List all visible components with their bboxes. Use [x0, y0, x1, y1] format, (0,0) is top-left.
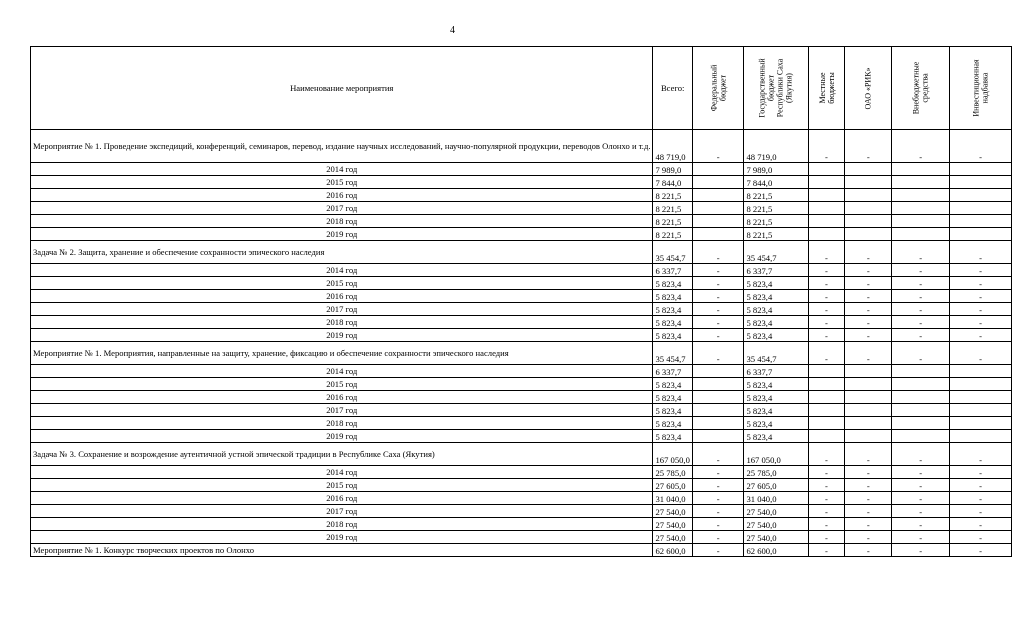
cell-local: [808, 163, 845, 176]
cell-invest: -: [949, 443, 1011, 466]
cell-oao: [845, 163, 892, 176]
header-federal: Федеральный бюджет: [692, 47, 744, 130]
row-year-label: 2019 год: [31, 531, 653, 544]
cell-oao: -: [845, 316, 892, 329]
cell-extra: -: [892, 479, 950, 492]
cell-total: 25 785,0: [653, 466, 692, 479]
table-row-section: [31, 130, 1012, 163]
table-row-section: [31, 241, 1012, 264]
cell-invest: -: [949, 479, 1011, 492]
row-year-label: 2019 год: [31, 329, 653, 342]
cell-extra: [892, 365, 950, 378]
cell-local: [808, 365, 845, 378]
table-row-year: [31, 329, 1012, 342]
page-number: 4: [450, 25, 455, 36]
cell-state: 5 823,4: [744, 430, 808, 443]
cell-federal: -: [692, 518, 744, 531]
table-row-year: [31, 365, 1012, 378]
table-row-year: [31, 316, 1012, 329]
table-row-year: [31, 531, 1012, 544]
row-year-label: 2016 год: [31, 492, 653, 505]
cell-local: -: [808, 479, 845, 492]
cell-extra: -: [892, 264, 950, 277]
cell-federal: -: [692, 277, 744, 290]
header-extra: Внебюджетные средства: [892, 47, 950, 130]
cell-state: 35 454,7: [744, 241, 808, 264]
cell-total: 27 540,0: [653, 505, 692, 518]
header-total: Всего:: [653, 47, 692, 130]
cell-local: [808, 378, 845, 391]
cell-state: 7 844,0: [744, 176, 808, 189]
cell-extra: -: [892, 303, 950, 316]
row-year-label: 2014 год: [31, 264, 653, 277]
cell-state: 8 221,5: [744, 228, 808, 241]
table-row-year: [31, 215, 1012, 228]
row-year-label: 2015 год: [31, 277, 653, 290]
cell-local: -: [808, 329, 845, 342]
table-row-year: [31, 228, 1012, 241]
cell-total: 35 454,7: [653, 342, 692, 365]
cell-total: 8 221,5: [653, 228, 692, 241]
row-title: Задача № 2. Защита, хранение и обеспечение сохранности эпического наследия: [31, 241, 653, 264]
cell-total: 8 221,5: [653, 189, 692, 202]
cell-invest: -: [949, 303, 1011, 316]
cell-local: [808, 417, 845, 430]
cell-state: 35 454,7: [744, 342, 808, 365]
table-row-section: [31, 443, 1012, 466]
cell-federal: -: [692, 130, 744, 163]
cell-total: 5 823,4: [653, 430, 692, 443]
cell-state: 167 050,0: [744, 443, 808, 466]
cell-federal: -: [692, 316, 744, 329]
table-row-year: [31, 417, 1012, 430]
table-row-year: [31, 466, 1012, 479]
cell-local: -: [808, 544, 845, 557]
row-year-label: 2015 год: [31, 176, 653, 189]
row-title: Мероприятие № 1. Мероприятия, направленные на защиту, хранение, фиксацию и обеспечение сохранности эпического наследия: [31, 342, 653, 365]
cell-invest: [949, 176, 1011, 189]
cell-oao: -: [845, 329, 892, 342]
cell-invest: [949, 417, 1011, 430]
table-row-section: [31, 342, 1012, 365]
cell-extra: [892, 417, 950, 430]
table-row-year: [31, 163, 1012, 176]
cell-federal: [692, 228, 744, 241]
table-row-year: [31, 303, 1012, 316]
cell-federal: [692, 378, 744, 391]
cell-total: 48 719,0: [653, 130, 692, 163]
cell-extra: [892, 202, 950, 215]
cell-local: -: [808, 130, 845, 163]
cell-invest: -: [949, 544, 1011, 557]
cell-oao: -: [845, 518, 892, 531]
table-row-year: [31, 277, 1012, 290]
cell-invest: [949, 215, 1011, 228]
cell-oao: [845, 176, 892, 189]
cell-local: -: [808, 241, 845, 264]
cell-extra: -: [892, 316, 950, 329]
row-year-label: 2016 год: [31, 189, 653, 202]
cell-oao: -: [845, 466, 892, 479]
cell-oao: -: [845, 544, 892, 557]
cell-local: -: [808, 492, 845, 505]
cell-federal: [692, 163, 744, 176]
cell-federal: -: [692, 479, 744, 492]
cell-oao: -: [845, 277, 892, 290]
cell-local: -: [808, 277, 845, 290]
cell-oao: [845, 404, 892, 417]
row-title: Мероприятие № 1. Конкурс творческих проектов по Олонхо: [31, 544, 653, 557]
cell-invest: [949, 430, 1011, 443]
cell-oao: -: [845, 303, 892, 316]
cell-total: 62 600,0: [653, 544, 692, 557]
cell-invest: [949, 189, 1011, 202]
cell-state: 5 823,4: [744, 391, 808, 404]
cell-extra: -: [892, 443, 950, 466]
cell-invest: -: [949, 316, 1011, 329]
row-year-label: 2019 год: [31, 430, 653, 443]
header-name: Наименование мероприятия: [31, 47, 653, 130]
cell-local: [808, 430, 845, 443]
cell-state: 31 040,0: [744, 492, 808, 505]
cell-extra: [892, 430, 950, 443]
cell-state: 27 540,0: [744, 518, 808, 531]
row-year-label: 2014 год: [31, 163, 653, 176]
cell-invest: -: [949, 518, 1011, 531]
cell-local: -: [808, 264, 845, 277]
row-title: Мероприятие № 1. Проведение экспедиций, конференций, семинаров, перевод, издание научных исследований, научно-популярной продукции, переводов Олонхо и т.д.: [31, 130, 653, 163]
cell-local: [808, 176, 845, 189]
funding-table: [30, 46, 1012, 557]
cell-invest: -: [949, 505, 1011, 518]
cell-total: 31 040,0: [653, 492, 692, 505]
cell-oao: [845, 378, 892, 391]
row-year-label: 2018 год: [31, 316, 653, 329]
cell-oao: -: [845, 479, 892, 492]
cell-state: 6 337,7: [744, 264, 808, 277]
cell-state: 8 221,5: [744, 215, 808, 228]
cell-local: -: [808, 316, 845, 329]
cell-local: -: [808, 505, 845, 518]
cell-total: 5 823,4: [653, 378, 692, 391]
cell-extra: -: [892, 241, 950, 264]
cell-state: 27 540,0: [744, 505, 808, 518]
cell-total: 5 823,4: [653, 316, 692, 329]
table-row-year: [31, 264, 1012, 277]
cell-local: [808, 228, 845, 241]
cell-local: -: [808, 531, 845, 544]
cell-state: 62 600,0: [744, 544, 808, 557]
cell-extra: [892, 391, 950, 404]
cell-oao: -: [845, 290, 892, 303]
cell-state: 27 605,0: [744, 479, 808, 492]
row-year-label: 2019 год: [31, 228, 653, 241]
cell-federal: [692, 189, 744, 202]
cell-federal: -: [692, 531, 744, 544]
cell-extra: -: [892, 342, 950, 365]
cell-extra: -: [892, 544, 950, 557]
cell-invest: -: [949, 277, 1011, 290]
cell-local: -: [808, 466, 845, 479]
cell-state: 7 989,0: [744, 163, 808, 176]
cell-total: 7 989,0: [653, 163, 692, 176]
cell-invest: [949, 378, 1011, 391]
cell-local: -: [808, 290, 845, 303]
cell-total: 5 823,4: [653, 404, 692, 417]
cell-total: 5 823,4: [653, 277, 692, 290]
cell-federal: -: [692, 303, 744, 316]
cell-total: 167 050,0: [653, 443, 692, 466]
table-row-year: [31, 391, 1012, 404]
cell-local: -: [808, 518, 845, 531]
cell-federal: [692, 202, 744, 215]
cell-state: 5 823,4: [744, 290, 808, 303]
table-row-year: [31, 430, 1012, 443]
cell-extra: [892, 176, 950, 189]
cell-total: 8 221,5: [653, 202, 692, 215]
table-row-year: [31, 176, 1012, 189]
cell-oao: -: [845, 505, 892, 518]
cell-oao: -: [845, 443, 892, 466]
cell-state: 25 785,0: [744, 466, 808, 479]
cell-state: 5 823,4: [744, 417, 808, 430]
cell-extra: -: [892, 466, 950, 479]
cell-invest: -: [949, 130, 1011, 163]
cell-total: 5 823,4: [653, 290, 692, 303]
cell-oao: [845, 365, 892, 378]
cell-local: [808, 391, 845, 404]
cell-total: 5 823,4: [653, 303, 692, 316]
table-row-year: [31, 404, 1012, 417]
cell-invest: [949, 404, 1011, 417]
row-year-label: 2014 год: [31, 365, 653, 378]
row-year-label: 2014 год: [31, 466, 653, 479]
table-row-year: [31, 378, 1012, 391]
cell-federal: -: [692, 329, 744, 342]
cell-invest: [949, 391, 1011, 404]
cell-extra: [892, 228, 950, 241]
cell-local: -: [808, 342, 845, 365]
cell-federal: -: [692, 544, 744, 557]
cell-extra: [892, 189, 950, 202]
cell-federal: -: [692, 290, 744, 303]
cell-federal: [692, 430, 744, 443]
cell-total: 27 540,0: [653, 518, 692, 531]
cell-total: 27 605,0: [653, 479, 692, 492]
cell-invest: -: [949, 531, 1011, 544]
row-year-label: 2018 год: [31, 417, 653, 430]
cell-federal: [692, 365, 744, 378]
cell-oao: -: [845, 342, 892, 365]
cell-oao: [845, 417, 892, 430]
cell-total: 5 823,4: [653, 417, 692, 430]
table-header-row: [31, 47, 1012, 130]
cell-state: 8 221,5: [744, 202, 808, 215]
table-body: [31, 130, 1012, 557]
table-row-year: [31, 518, 1012, 531]
cell-invest: -: [949, 329, 1011, 342]
cell-state: 6 337,7: [744, 365, 808, 378]
cell-extra: [892, 404, 950, 417]
row-year-label: 2017 год: [31, 303, 653, 316]
cell-local: [808, 215, 845, 228]
row-year-label: 2017 год: [31, 202, 653, 215]
cell-federal: [692, 417, 744, 430]
cell-federal: -: [692, 443, 744, 466]
header-oao: ОАО «РИК»: [845, 47, 892, 130]
cell-invest: [949, 163, 1011, 176]
cell-oao: [845, 430, 892, 443]
row-year-label: 2017 год: [31, 404, 653, 417]
table-row-section: [31, 544, 1012, 557]
cell-extra: -: [892, 290, 950, 303]
cell-invest: -: [949, 264, 1011, 277]
table-row-year: [31, 492, 1012, 505]
cell-oao: -: [845, 264, 892, 277]
cell-oao: [845, 391, 892, 404]
cell-oao: -: [845, 531, 892, 544]
cell-federal: -: [692, 466, 744, 479]
cell-extra: [892, 163, 950, 176]
cell-state: 5 823,4: [744, 316, 808, 329]
cell-state: 5 823,4: [744, 404, 808, 417]
cell-invest: [949, 228, 1011, 241]
row-year-label: 2016 год: [31, 290, 653, 303]
header-invest: Инвестиционная надбавка: [949, 47, 1011, 130]
cell-local: [808, 189, 845, 202]
cell-state: 5 823,4: [744, 303, 808, 316]
cell-extra: -: [892, 505, 950, 518]
cell-federal: [692, 391, 744, 404]
cell-local: -: [808, 303, 845, 316]
cell-total: 35 454,7: [653, 241, 692, 264]
cell-federal: -: [692, 492, 744, 505]
cell-oao: -: [845, 130, 892, 163]
row-year-label: 2017 год: [31, 505, 653, 518]
cell-state: 5 823,4: [744, 378, 808, 391]
row-title: Задача № 3. Сохранение и возрождение аутентичной устной эпической традиции в Республике Саха (Якутия): [31, 443, 653, 466]
cell-total: 6 337,7: [653, 365, 692, 378]
cell-federal: -: [692, 264, 744, 277]
cell-state: 27 540,0: [744, 531, 808, 544]
cell-extra: -: [892, 329, 950, 342]
cell-federal: -: [692, 342, 744, 365]
row-year-label: 2018 год: [31, 518, 653, 531]
cell-total: 6 337,7: [653, 264, 692, 277]
cell-total: 27 540,0: [653, 531, 692, 544]
cell-invest: -: [949, 492, 1011, 505]
table-row-year: [31, 189, 1012, 202]
cell-federal: [692, 215, 744, 228]
cell-extra: [892, 215, 950, 228]
cell-local: [808, 404, 845, 417]
cell-federal: -: [692, 241, 744, 264]
cell-total: 5 823,4: [653, 329, 692, 342]
cell-state: 5 823,4: [744, 277, 808, 290]
cell-total: 5 823,4: [653, 391, 692, 404]
row-year-label: 2016 год: [31, 391, 653, 404]
cell-local: -: [808, 443, 845, 466]
cell-local: [808, 202, 845, 215]
table-row-year: [31, 290, 1012, 303]
cell-oao: [845, 189, 892, 202]
cell-state: 48 719,0: [744, 130, 808, 163]
cell-invest: [949, 202, 1011, 215]
cell-federal: [692, 404, 744, 417]
cell-extra: -: [892, 130, 950, 163]
cell-invest: -: [949, 466, 1011, 479]
cell-federal: -: [692, 505, 744, 518]
cell-invest: -: [949, 342, 1011, 365]
cell-oao: [845, 202, 892, 215]
row-year-label: 2015 год: [31, 378, 653, 391]
cell-oao: [845, 228, 892, 241]
header-local: Местные бюджеты: [808, 47, 845, 130]
cell-extra: -: [892, 492, 950, 505]
cell-total: 8 221,5: [653, 215, 692, 228]
cell-federal: [692, 176, 744, 189]
cell-invest: [949, 365, 1011, 378]
cell-extra: -: [892, 277, 950, 290]
cell-extra: [892, 378, 950, 391]
cell-state: 5 823,4: [744, 329, 808, 342]
cell-oao: -: [845, 241, 892, 264]
table-row-year: [31, 479, 1012, 492]
cell-state: 8 221,5: [744, 189, 808, 202]
cell-total: 7 844,0: [653, 176, 692, 189]
cell-invest: -: [949, 241, 1011, 264]
cell-oao: -: [845, 492, 892, 505]
header-state: Государственный бюджет Республики Саха (Якутия): [744, 47, 808, 130]
cell-oao: [845, 215, 892, 228]
table-row-year: [31, 505, 1012, 518]
row-year-label: 2015 год: [31, 479, 653, 492]
cell-extra: -: [892, 518, 950, 531]
table-row-year: [31, 202, 1012, 215]
cell-extra: -: [892, 531, 950, 544]
cell-invest: -: [949, 290, 1011, 303]
row-year-label: 2018 год: [31, 215, 653, 228]
